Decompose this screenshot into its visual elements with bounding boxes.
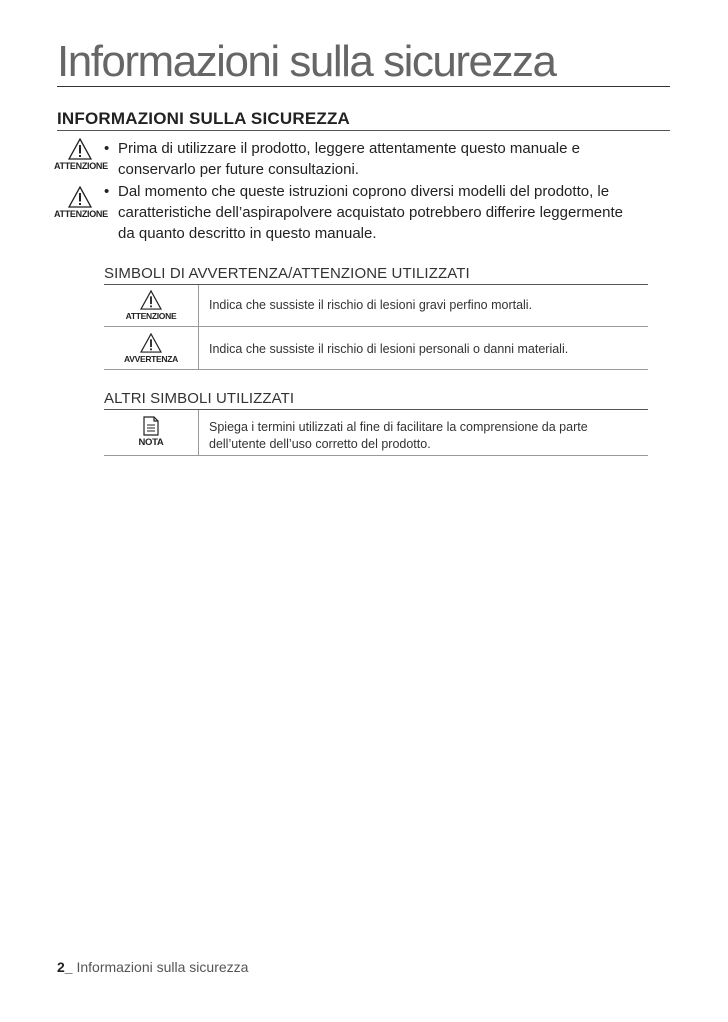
warning-triangle-icon bbox=[140, 290, 162, 310]
page-footer bbox=[57, 959, 248, 975]
warning-text bbox=[104, 138, 669, 180]
warning-line: conservarlo per future consultazioni. bbox=[118, 161, 359, 178]
symbol-label: ATTENZIONE bbox=[125, 311, 177, 321]
warning-symbols-rule bbox=[104, 284, 648, 285]
page-number: 2_ bbox=[57, 959, 73, 975]
warning-line: caratteristiche dell’aspirapolvere acquistato potrebbero differire leggermente bbox=[118, 204, 624, 221]
symbol-icon-badge bbox=[104, 333, 198, 364]
table-col-divider bbox=[198, 285, 199, 369]
warning-line: da quanto descritto in questo manuale. bbox=[118, 225, 377, 242]
table-row-rule bbox=[104, 455, 648, 456]
other-symbols-rule bbox=[104, 409, 648, 410]
section-heading: INFORMAZIONI SULLA SICUREZZA bbox=[57, 109, 351, 128]
table-row-rule bbox=[104, 326, 648, 327]
symbol-description bbox=[209, 419, 639, 453]
warning-line: Prima di utilizzare il prodotto, leggere attentamente questo manuale e bbox=[118, 140, 580, 157]
symbol-description: Indica che sussiste il rischio di lesioni gravi perfino mortali. bbox=[209, 298, 533, 312]
symbol-label: AVVERTENZA bbox=[124, 354, 178, 364]
warning-icon-label: ATTENZIONE bbox=[54, 161, 108, 171]
table-row-rule bbox=[104, 369, 648, 370]
other-symbols-heading: ALTRI SIMBOLI UTILIZZATI bbox=[104, 390, 295, 407]
description-line: Spiega i termini utilizzati al fine di facilitare la comprensione da parte bbox=[209, 420, 588, 434]
note-document-icon bbox=[143, 416, 159, 436]
symbol-label: NOTA bbox=[138, 437, 164, 448]
warning-triangle-icon bbox=[68, 138, 92, 160]
warning-triangle-icon bbox=[140, 333, 162, 353]
warning-line: Dal momento che queste istruzioni coprono diversi modelli del prodotto, le bbox=[118, 183, 610, 200]
title-rule bbox=[57, 86, 670, 87]
warning-icon-label: ATTENZIONE bbox=[54, 209, 108, 219]
warning-icon-badge bbox=[54, 138, 106, 171]
description-line: dell’utente dell’uso corretto del prodotto. bbox=[209, 437, 431, 451]
warning-symbols-heading: SIMBOLI DI AVVERTENZA/ATTENZIONE UTILIZZATI bbox=[104, 265, 470, 282]
symbol-icon-badge bbox=[104, 290, 198, 321]
warning-triangle-icon bbox=[68, 186, 92, 208]
symbol-description: Indica che sussiste il rischio di lesioni personali o danni materiali. bbox=[209, 342, 569, 356]
page-title: Informazioni sulla sicurezza bbox=[57, 37, 556, 86]
bullet: • bbox=[104, 183, 110, 200]
footer-text: Informazioni sulla sicurezza bbox=[76, 959, 249, 975]
section-rule bbox=[57, 130, 670, 131]
warning-icon-badge bbox=[54, 186, 106, 219]
table-col-divider bbox=[198, 410, 199, 455]
bullet: • bbox=[104, 140, 110, 157]
warning-text bbox=[104, 181, 669, 244]
symbol-icon-badge bbox=[104, 416, 198, 448]
